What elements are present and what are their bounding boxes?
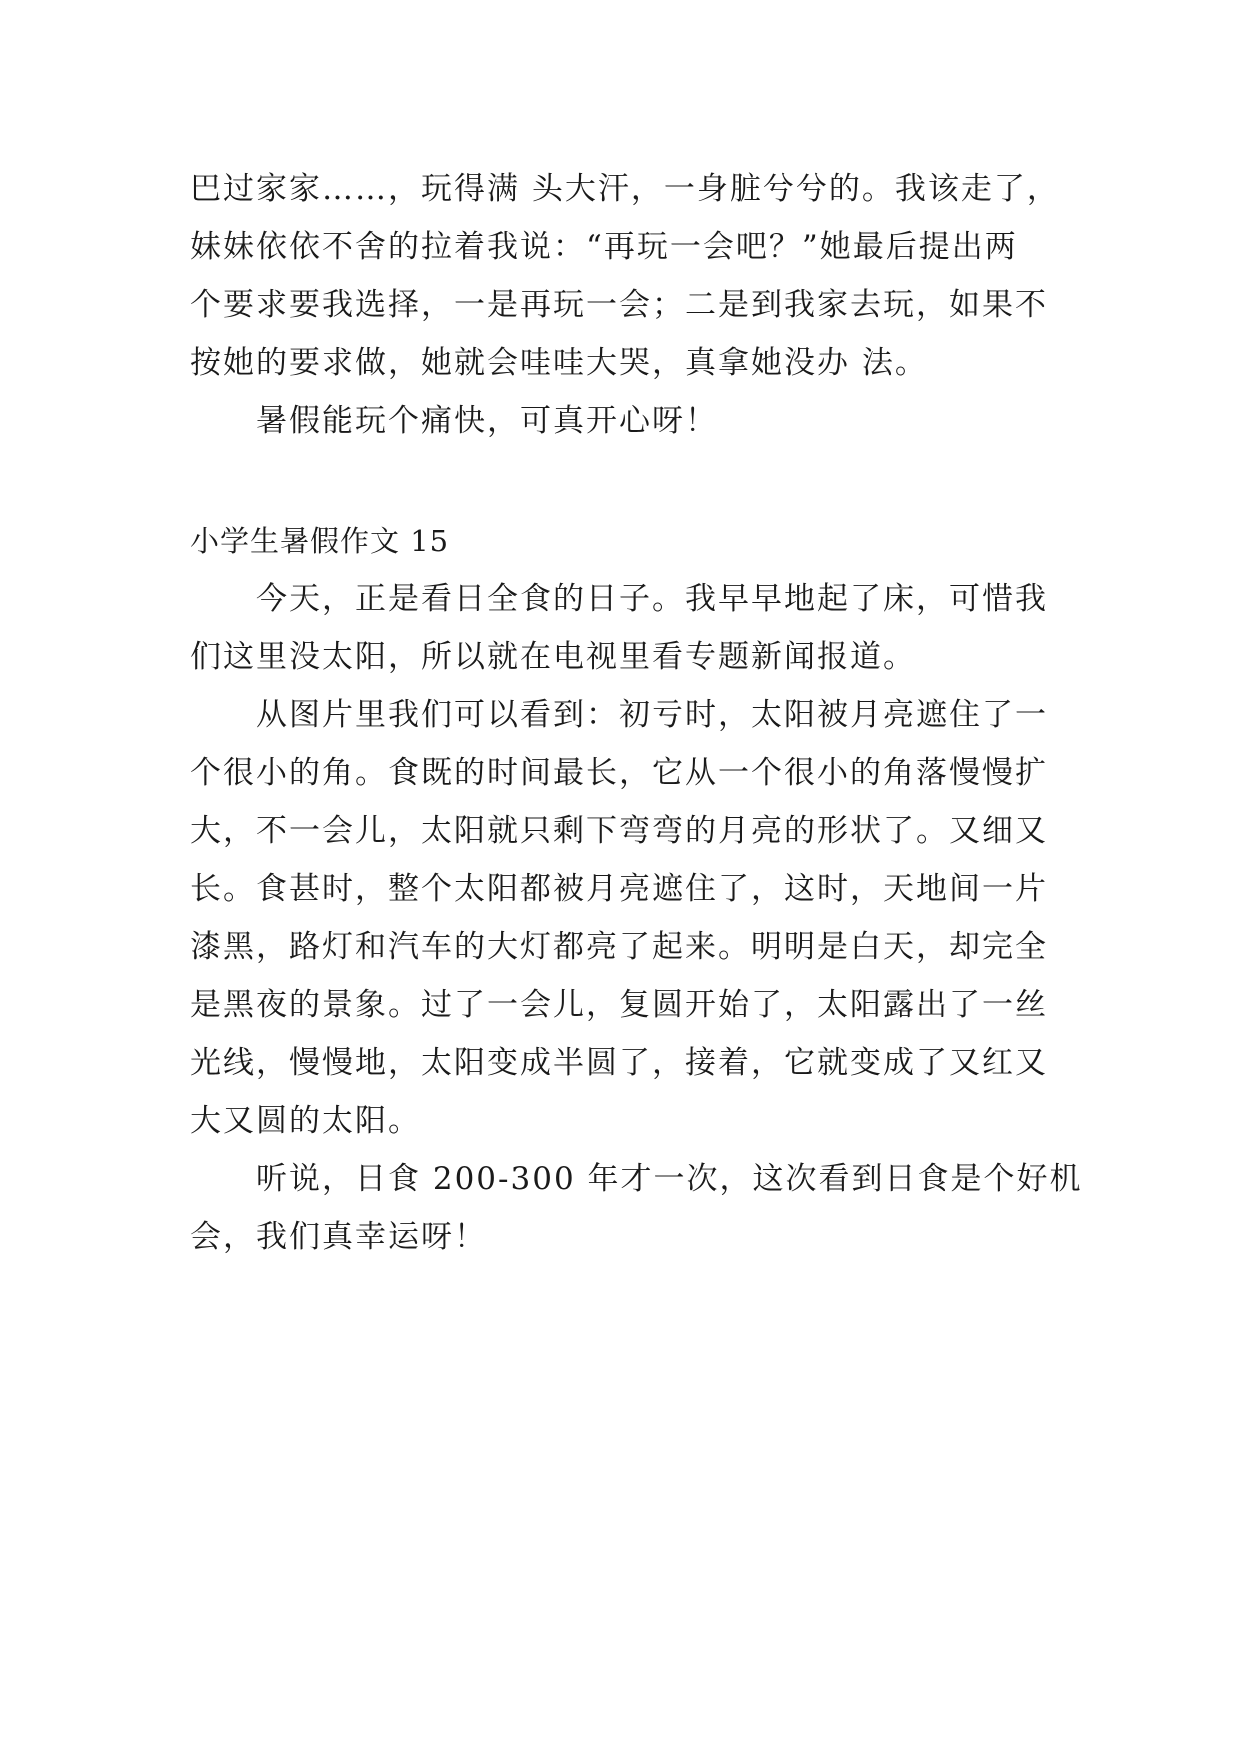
text-line: 今天，正是看日全食的日子。我早早地起了床，可惜我	[256, 581, 1048, 617]
text-line: 光线，慢慢地，太阳变成半圆了，接着，它就变成了又红又	[190, 1045, 1048, 1081]
text-line: 漆黑，路灯和汽车的大灯都亮了起来。明明是白天，却完全	[190, 929, 1048, 965]
text-line: 个要求要我选择，一是再玩一会；二是到我家去玩，如果不	[190, 287, 1048, 323]
text-line: 从图片里我们可以看到：初亏时，太阳被月亮遮住了一	[256, 697, 1048, 733]
text-line: 大，不一会儿，太阳就只剩下弯弯的月亮的形状了。又细又	[190, 813, 1048, 849]
text-line: 个很小的角。食既的时间最长，它从一个很小的角落慢慢扩	[190, 755, 1048, 791]
section-gap	[190, 450, 1070, 512]
text-line: 们这里没太阳，所以就在电视里看专题新闻报道。	[190, 639, 916, 675]
essay-title: 小学生暑假作文 15	[190, 524, 450, 558]
document-body	[190, 160, 1083, 1266]
closing-sentence: 暑假能玩个痛快，可真开心呀！	[256, 403, 718, 439]
text-line: 妹妹依依不舍的拉着我说：“再玩一会吧？”她最后提出两	[190, 229, 1018, 265]
text-line: 巴过家家……，玩得满 头大汗，一身脏兮兮的。我该走了，	[190, 171, 1060, 207]
text-line: 按她的要求做，她就会哇哇大哭，真拿她没办 法。	[190, 345, 928, 381]
text-line: 大又圆的太阳。	[190, 1103, 421, 1139]
text-line: 会，我们真幸运呀！	[190, 1219, 487, 1255]
text-line: 是黑夜的景象。过了一会儿，复圆开始了，太阳露出了一丝	[190, 987, 1048, 1023]
text-line: 长。食甚时，整个太阳都被月亮遮住了，这时，天地间一片	[190, 871, 1048, 907]
text-line: 听说，日食 200-300 年才一次，这次看到日食是个好机	[256, 1161, 1083, 1197]
